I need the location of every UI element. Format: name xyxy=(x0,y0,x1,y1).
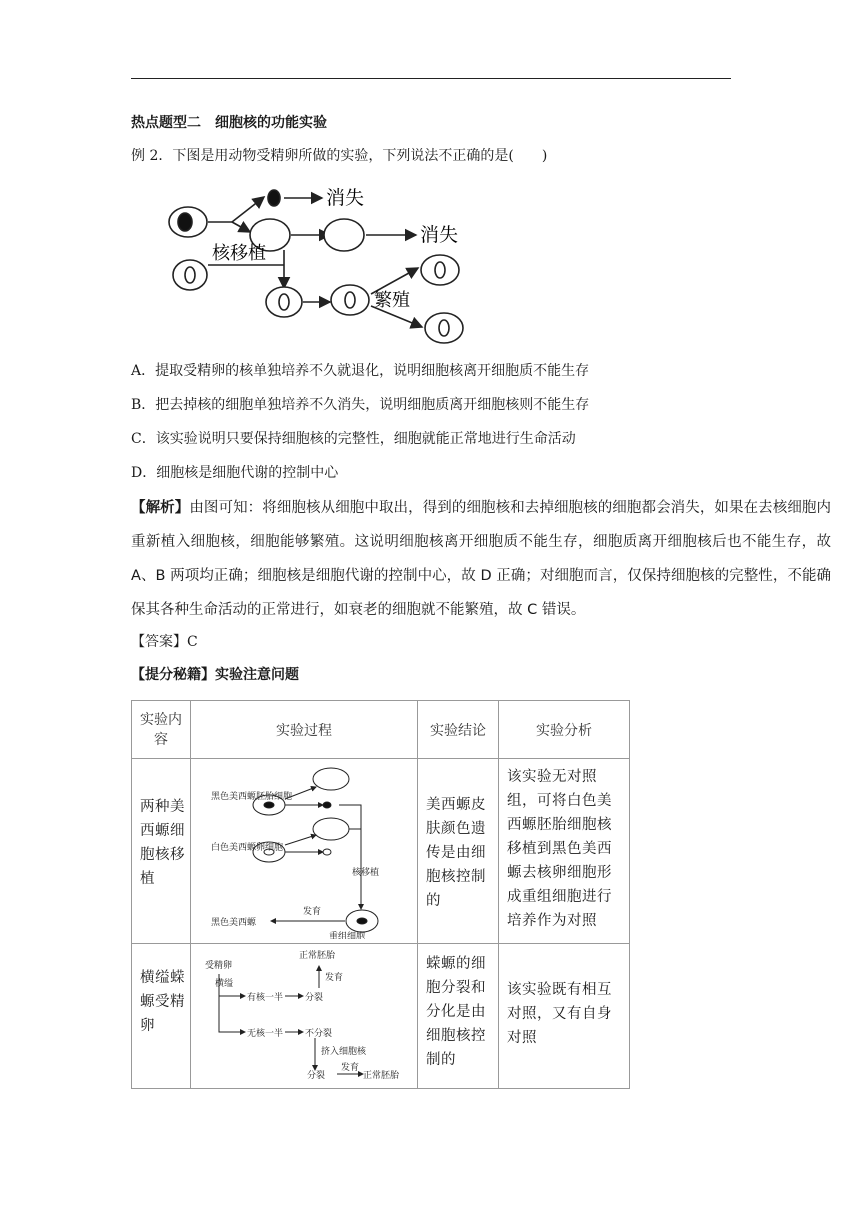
table-row xyxy=(132,759,630,944)
squeeze-label: 挤入细胞核 xyxy=(321,1047,367,1057)
table-header-cell: 实验结论 xyxy=(418,701,499,759)
isolated-nucleus xyxy=(268,190,280,206)
option-c: C．该实验说明只要保持细胞核的完整性，细胞就能正常地进行生命活动 xyxy=(131,431,576,447)
donor-cell xyxy=(173,260,207,290)
row2-conclusion: 蝾螈的细胞分裂和分化是由细胞核控制的 xyxy=(426,956,486,1068)
tips-title: 实验注意问题 xyxy=(215,667,299,683)
develop2-label: 发育 xyxy=(341,1063,360,1073)
table-header-row xyxy=(132,701,630,759)
answer-label: 【答案】 xyxy=(131,634,187,650)
transplant-label-small: 核移植 xyxy=(352,868,380,878)
transplant-label: 核移植 xyxy=(212,243,266,264)
develop-label: 发育 xyxy=(325,973,344,983)
white-donor-label: 白色美西螈卵细胞 xyxy=(211,843,284,853)
option-d: D．细胞核是细胞代谢的控制中心 xyxy=(131,465,339,481)
without-nucleus-label: 无核一半 xyxy=(247,1029,284,1039)
recombined-cell xyxy=(266,287,302,317)
row1-analysis: 该实验无对照组，可将白色美西螈胚胎细胞核移植到黑色美西螈去核卵细胞形成重组细胞进行培养作为对照 xyxy=(507,769,612,929)
table-header-cell: 实验过程 xyxy=(191,701,418,759)
row2-content: 横缢蝾螈受精卵 xyxy=(140,970,185,1034)
daughter-cell-2 xyxy=(425,313,463,343)
tips-label: 【提分秘籍】 xyxy=(131,667,215,683)
with-nucleus-label: 有核一半 xyxy=(247,993,284,1003)
row1-content: 两种美西螈细胞核移植 xyxy=(140,799,185,887)
daughter-cell-1 xyxy=(421,255,459,285)
analysis-paragraph xyxy=(131,491,831,627)
option-a: A．提取受精卵的核单独培养不久就退化，说明细胞核离开细胞质不能生存 xyxy=(131,363,590,379)
row1-conclusion: 美西螈皮肤颜色遗传是由细胞核控制的 xyxy=(426,797,486,909)
egg-nucleus xyxy=(178,213,192,231)
result-label-small: 黑色美西螈 xyxy=(211,918,257,928)
answer-value: C xyxy=(187,634,198,650)
constriction-diagram xyxy=(191,944,417,1084)
divide-label: 分裂 xyxy=(305,993,324,1003)
table-header-cell: 实验内容 xyxy=(132,701,191,759)
enucleated-cell-later xyxy=(324,219,364,251)
section-heading: 热点题型二 细胞核的功能实验 xyxy=(131,115,327,131)
reproduce-label: 繁殖 xyxy=(374,290,410,311)
header-rule xyxy=(131,78,731,79)
black-donor-label: 黑色美西螈胚胎细胞 xyxy=(211,792,293,802)
divide2-label: 分裂 xyxy=(307,1071,326,1081)
nucleus-transplant-diagram xyxy=(191,759,417,939)
analysis-label: 【解析】 xyxy=(131,500,190,516)
experiment-table xyxy=(131,700,630,1089)
tips-heading xyxy=(131,664,299,684)
table-row xyxy=(132,944,630,1089)
table-header-cell: 实验分析 xyxy=(499,701,630,759)
vanish-label-2: 消失 xyxy=(420,224,459,246)
recombined-label-small: 重组细胞 xyxy=(329,932,366,939)
no-divide-label: 不分裂 xyxy=(305,1029,333,1039)
recombined-cell-growing xyxy=(331,285,369,315)
egg-label: 受精卵 xyxy=(205,961,233,971)
answer-line xyxy=(131,631,198,651)
option-b: B．把去掉核的细胞单独培养不久消失，说明细胞质离开细胞核则不能生存 xyxy=(131,397,590,413)
vanish-label-1: 消失 xyxy=(326,187,365,209)
cell-nucleus-experiment-figure xyxy=(160,180,480,350)
row2-analysis: 该实验既有相互对照，又有自身对照 xyxy=(507,982,612,1046)
normal-embryo2-label: 正常胚胎 xyxy=(363,1071,400,1081)
analysis-text: 由图可知：将细胞核从细胞中取出，得到的细胞核和去掉细胞核的细胞都会消失，如果在去核细胞内重新植入细胞核，细胞能够繁殖。这说明细胞核离开细胞质不能生存，细胞质离开细胞核后也不能生存，故 A、B 两项均正确；细胞核是细胞代谢的控制中心，故 D 正确；对细胞而言，仅保持细胞核的完整性，不能确保其各种生命活动的正常进行，如衰老的细胞就不能繁殖，故 C 错误。 xyxy=(131,500,831,618)
normal-embryo-label: 正常胚胎 xyxy=(299,951,336,961)
constrict-label: 横缢 xyxy=(215,979,234,989)
develop-label-small: 发育 xyxy=(303,907,322,917)
question-text: 例 2．下图是用动物受精卵所做的实验，下列说法不正确的是( ) xyxy=(131,148,548,164)
